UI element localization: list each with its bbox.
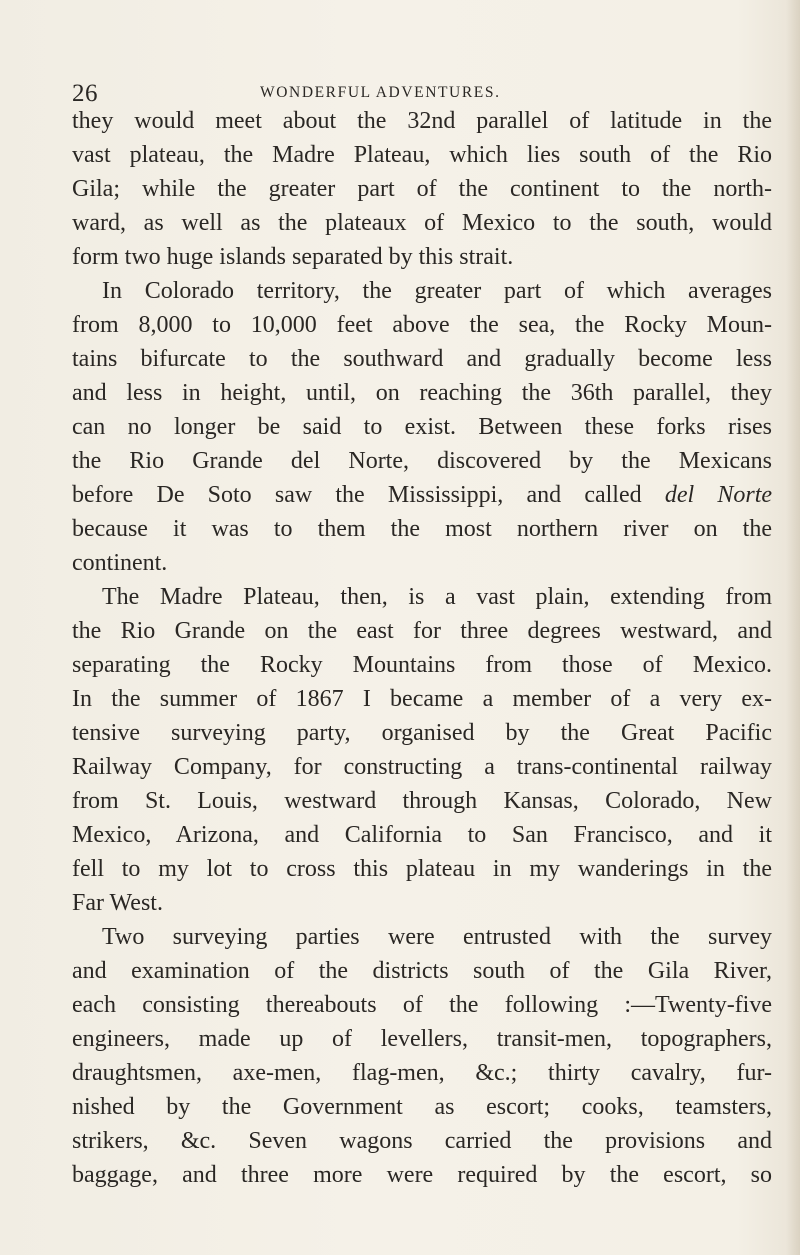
text-line: separating the Rocky Mountains from those of Mexico. — [72, 652, 772, 678]
text-line: they would meet about the 32nd parallel of latitude in the — [72, 108, 772, 134]
text-line: each consisting thereabouts of the following :—Twenty-five — [72, 992, 772, 1018]
page-edge-shadow — [786, 0, 800, 1255]
text-line: and examination of the districts south of the Gila River, — [72, 958, 772, 984]
running-head-title: WONDERFUL ADVENTURES. — [260, 84, 501, 101]
text-line: from St. Louis, westward through Kansas, Colorado, New — [72, 788, 772, 814]
text-line: can no longer be said to exist. Between these forks rises — [72, 414, 772, 440]
text-line: strikers, &c. Seven wagons carried the provisions and — [72, 1128, 772, 1154]
paragraph-start-line: The Madre Plateau, then, is a vast plain, extending from — [102, 584, 772, 610]
text-line: engineers, made up of levellers, transit-men, topographers, — [72, 1026, 772, 1052]
text-line: the Rio Grande del Norte, discovered by the Mexicans — [72, 448, 772, 474]
text-line: form two huge islands separated by this strait. — [72, 244, 514, 270]
body-text — [72, 104, 772, 1192]
text-segment: before De Soto saw the Mississippi, and called — [72, 482, 642, 508]
text-line: In the summer of 1867 I became a member of a very ex- — [72, 686, 772, 712]
text-line: Far West. — [72, 890, 163, 916]
text-line: and less in height, until, on reaching the 36th parallel, they — [72, 380, 772, 406]
text-line: ward, as well as the plateaux of Mexico to the south, would — [72, 210, 772, 236]
text-line: nished by the Government as escort; cooks, teamsters, — [72, 1094, 772, 1120]
text-line: because it was to them the most northern river on the — [72, 516, 772, 542]
text-line: tains bifurcate to the southward and gradually become less — [72, 346, 772, 372]
text-line: tensive surveying party, organised by the Great Pacific — [72, 720, 772, 746]
paragraph-start-line: Two surveying parties were entrusted with the survey — [102, 924, 772, 950]
text-line: Railway Company, for constructing a trans-continental railway — [72, 754, 772, 780]
page-number: 26 — [72, 80, 98, 107]
text-line: the Rio Grande on the east for three degrees westward, and — [72, 618, 772, 644]
text-line-with-italic — [72, 478, 772, 512]
text-line: from 8,000 to 10,000 feet above the sea, the Rocky Moun- — [72, 312, 772, 338]
paragraph-start-line: In Colorado territory, the greater part of which averages — [102, 278, 772, 304]
text-line: draughtsmen, axe-men, flag-men, &c.; thirty cavalry, fur- — [72, 1060, 772, 1086]
italic-phrase: del Norte — [664, 482, 773, 508]
text-line: baggage, and three more were required by the escort, so — [72, 1162, 772, 1188]
text-line: continent. — [72, 550, 168, 576]
text-line: Mexico, Arizona, and California to San Francisco, and it — [72, 822, 772, 848]
text-line: vast plateau, the Madre Plateau, which lies south of the Rio — [72, 142, 772, 168]
text-line: Gila; while the greater part of the continent to the north- — [72, 176, 772, 202]
text-line: fell to my lot to cross this plateau in my wanderings in the — [72, 856, 772, 882]
